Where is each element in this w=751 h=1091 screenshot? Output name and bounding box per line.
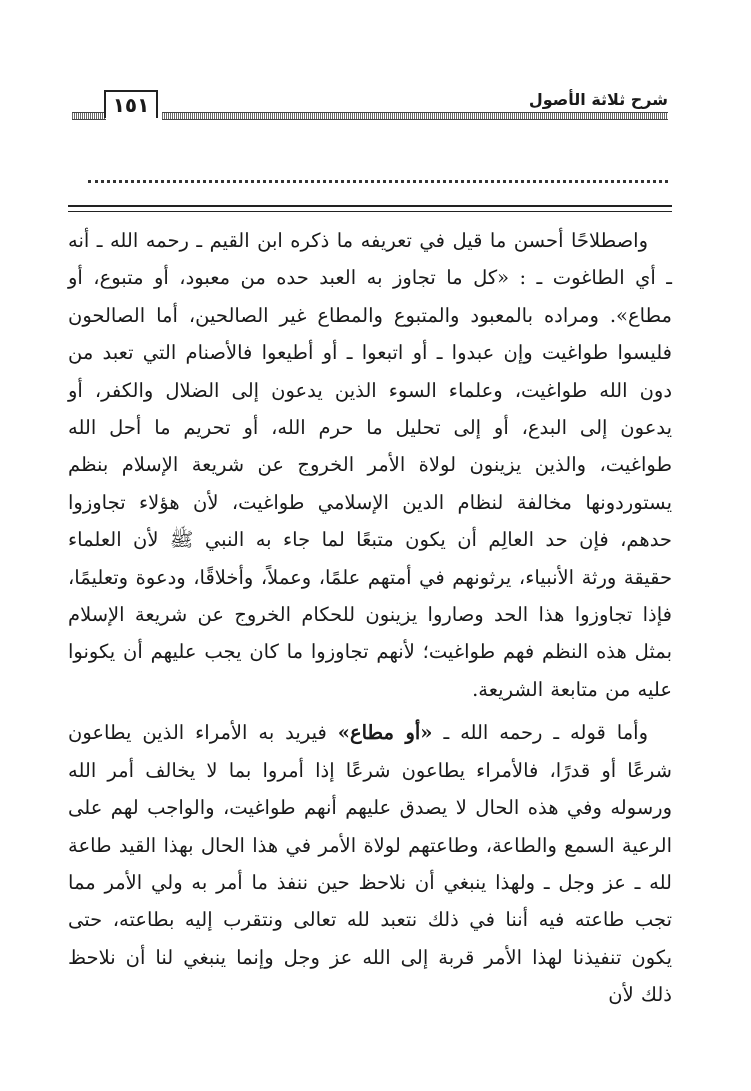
page-number: ١٥١ — [104, 90, 158, 118]
footnote-dotted-separator — [88, 170, 668, 183]
header-rule — [162, 112, 668, 120]
paragraph: واصطلاحًا أحسن ما قيل في تعريفه ما ذكره ابن القيم ـ رحمه الله ـ أنه ـ أي الطاغوت ـ : «كل ما تجاوز به العبد حده من معبود، أو متبوع، أو مطاع». ومراده بالمعبود والمتبوع والمطاع غير الصالحين، أما الصالحون فليسوا طواغيت وإن عبدوا ـ أو اتبعوا ـ أو أطيعوا فالأصنام التي تعبد من دون الله طواغيت، وعلماء السوء الذين يدعون إلى الضلال والكفر، أو يدعون إلى البدع، أو إلى تحليل ما حرم الله، أو تحريم ما أحل الله طواغيت، والذين يزينون لولاة الأمر الخروج عن شريعة الإسلام بنظم يستوردونها مخالفة لنظام الدين الإسلامي طواغيت، لأن هؤلاء تجاوزوا حدهم، فإن حد العالِم أن يكون متبعًا لما جاء به النبي ﷺ لأن العلماء حقيقة ورثة الأنبياء، يرثونهم في أمتهم علمًا، وعملاً، وأخلاقًا، ودعوة وتعليمًا، فإذا تجاوزوا هذا الحد وصاروا يزينون للحكام الخروج عن شريعة الإسلام بمثل هذه النظم فهم طواغيت؛ لأنهم تجاوزوا ما كان يجب عليهم أن يكونوا عليه من متابعة الشريعة. — [68, 229, 672, 701]
running-header — [72, 88, 668, 128]
paragraph-rest: فيريد به الأمراء الذين يطاعون شرعًا أو قدرًا، فالأمراء يطاعون شرعًا إذا أمروا بما لا يخالف أمر الله ورسوله وفي هذه الحال لا يصدق عليهم أنهم طواغيت، والواجب لهم على الرعية السمع والطاعة، وطاعتهم لولاة الأمر في هذا الحال بهذا القيد طاعة لله ـ عز وجل ـ ولهذا ينبغي أن نلاحظ حين ننفذ ما أمر به ولي الأمر مما تجب طاعته فيه أننا في ذلك نتعبد لله تعالى ونتقرب إليه بطاعته، حتى يكون تنفيذنا لهذا الأمر قربة إلى الله عز وجل وإنما ينبغي لنا أن نلاحظ ذلك لأن — [68, 721, 672, 1007]
book-title: شرح ثلاثة الأصول — [528, 90, 668, 109]
double-rule-divider — [68, 205, 672, 212]
main-text — [68, 222, 672, 1014]
quoted-phrase: «أو مطاع» — [337, 721, 433, 745]
header-rule-left — [72, 112, 106, 120]
paragraph — [68, 714, 672, 1013]
paragraph-lead: وأما قوله ـ رحمه الله ـ — [443, 721, 648, 745]
